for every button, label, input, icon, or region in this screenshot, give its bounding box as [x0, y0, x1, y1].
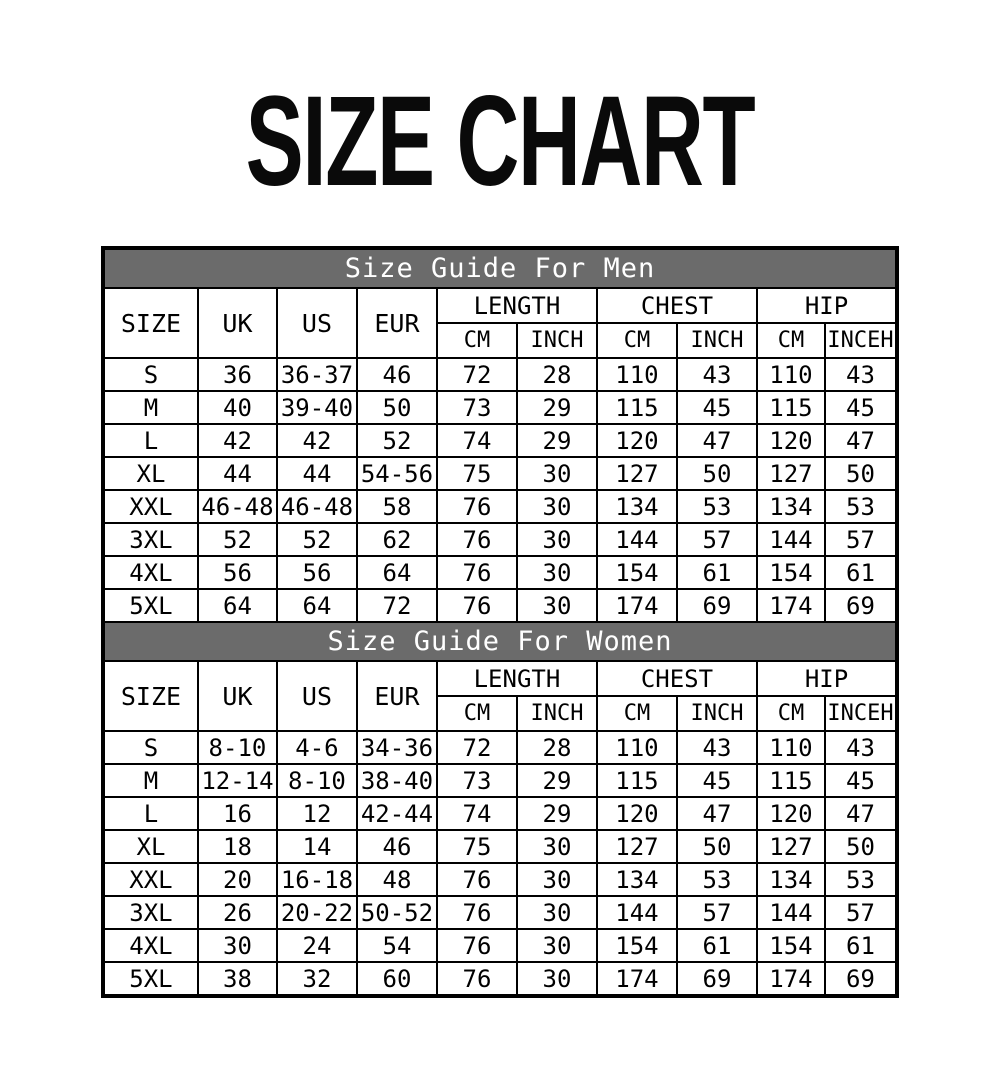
size-label-cell: XXL	[103, 490, 198, 523]
measurement-cell: 154	[597, 929, 677, 962]
measurement-cell: 43	[825, 731, 897, 764]
measurement-cell: 30	[517, 896, 597, 929]
measurement-cell: 20	[198, 863, 277, 896]
size-row	[103, 731, 897, 764]
size-row	[103, 523, 897, 556]
measurement-cell: 14	[277, 830, 357, 863]
measurement-cell: 110	[757, 731, 825, 764]
measurement-cell: 57	[677, 523, 757, 556]
measurement-cell: 61	[677, 556, 757, 589]
measurement-cell: 74	[437, 424, 517, 457]
measurement-cell: 42	[277, 424, 357, 457]
measurement-cell: 54-56	[357, 457, 437, 490]
measurement-cell: 24	[277, 929, 357, 962]
women-col-header-hip: HIP	[757, 661, 897, 696]
size-label-cell: 3XL	[103, 523, 198, 556]
measurement-cell: 50	[357, 391, 437, 424]
measurement-cell: 46	[357, 358, 437, 391]
men-section-header	[103, 248, 897, 358]
size-label-cell: S	[103, 358, 198, 391]
measurement-cell: 30	[517, 863, 597, 896]
measurement-cell: 30	[517, 589, 597, 622]
men-size-rows	[103, 358, 897, 622]
women-col-header-us: US	[277, 661, 357, 731]
measurement-cell: 76	[437, 523, 517, 556]
men-col-header-length: LENGTH	[437, 288, 597, 323]
measurement-cell: 174	[757, 589, 825, 622]
men-subheader-hip-inch: INCEH	[825, 323, 897, 358]
size-row	[103, 962, 897, 996]
size-label-cell: XL	[103, 830, 198, 863]
measurement-cell: 174	[757, 962, 825, 996]
measurement-cell: 120	[757, 424, 825, 457]
measurement-cell: 134	[597, 490, 677, 523]
measurement-cell: 76	[437, 863, 517, 896]
measurement-cell: 43	[677, 358, 757, 391]
measurement-cell: 16	[198, 797, 277, 830]
measurement-cell: 69	[677, 962, 757, 996]
men-subheader-chest-inch: INCH	[677, 323, 757, 358]
women-group-header-row	[103, 661, 897, 696]
measurement-cell: 174	[597, 589, 677, 622]
men-group-header-row	[103, 288, 897, 323]
measurement-cell: 52	[277, 523, 357, 556]
size-label-cell: L	[103, 424, 198, 457]
measurement-cell: 75	[437, 457, 517, 490]
size-row	[103, 457, 897, 490]
measurement-cell: 69	[677, 589, 757, 622]
measurement-cell: 40	[198, 391, 277, 424]
men-subheader-chest-cm: CM	[597, 323, 677, 358]
men-banner-title: Size Guide For Men	[103, 248, 897, 288]
women-size-rows	[103, 731, 897, 996]
women-subheader-length-inch: INCH	[517, 696, 597, 731]
measurement-cell: 134	[757, 863, 825, 896]
measurement-cell: 110	[597, 731, 677, 764]
men-subheader-length-cm: CM	[437, 323, 517, 358]
measurement-cell: 154	[757, 556, 825, 589]
measurement-cell: 44	[277, 457, 357, 490]
size-row	[103, 358, 897, 391]
men-col-header-uk: UK	[198, 288, 277, 358]
measurement-cell: 144	[597, 523, 677, 556]
measurement-cell: 30	[517, 523, 597, 556]
measurement-cell: 115	[597, 764, 677, 797]
measurement-cell: 120	[597, 797, 677, 830]
measurement-cell: 64	[357, 556, 437, 589]
size-label-cell: 5XL	[103, 962, 198, 996]
measurement-cell: 61	[825, 929, 897, 962]
measurement-cell: 76	[437, 556, 517, 589]
measurement-cell: 30	[517, 929, 597, 962]
size-row	[103, 896, 897, 929]
measurement-cell: 26	[198, 896, 277, 929]
women-subheader-chest-cm: CM	[597, 696, 677, 731]
measurement-cell: 30	[198, 929, 277, 962]
measurement-cell: 46-48	[198, 490, 277, 523]
measurement-cell: 134	[757, 490, 825, 523]
size-label-cell: M	[103, 391, 198, 424]
measurement-cell: 8-10	[277, 764, 357, 797]
size-row	[103, 589, 897, 622]
measurement-cell: 39-40	[277, 391, 357, 424]
size-label-cell: M	[103, 764, 198, 797]
measurement-cell: 144	[757, 523, 825, 556]
measurement-cell: 29	[517, 424, 597, 457]
measurement-cell: 76	[437, 962, 517, 996]
measurement-cell: 28	[517, 358, 597, 391]
measurement-cell: 120	[597, 424, 677, 457]
measurement-cell: 110	[597, 358, 677, 391]
measurement-cell: 4-6	[277, 731, 357, 764]
measurement-cell: 18	[198, 830, 277, 863]
measurement-cell: 30	[517, 556, 597, 589]
measurement-cell: 127	[597, 457, 677, 490]
measurement-cell: 20-22	[277, 896, 357, 929]
measurement-cell: 42-44	[357, 797, 437, 830]
measurement-cell: 12	[277, 797, 357, 830]
measurement-cell: 56	[198, 556, 277, 589]
measurement-cell: 45	[677, 391, 757, 424]
size-row	[103, 556, 897, 589]
measurement-cell: 47	[825, 797, 897, 830]
measurement-cell: 115	[757, 764, 825, 797]
measurement-cell: 50	[677, 830, 757, 863]
measurement-cell: 53	[825, 863, 897, 896]
measurement-cell: 72	[437, 358, 517, 391]
size-label-cell: 4XL	[103, 556, 198, 589]
measurement-cell: 75	[437, 830, 517, 863]
size-row	[103, 764, 897, 797]
measurement-cell: 134	[597, 863, 677, 896]
measurement-cell: 30	[517, 830, 597, 863]
measurement-cell: 43	[677, 731, 757, 764]
size-row	[103, 929, 897, 962]
measurement-cell: 48	[357, 863, 437, 896]
measurement-cell: 127	[597, 830, 677, 863]
measurement-cell: 36-37	[277, 358, 357, 391]
size-row	[103, 490, 897, 523]
measurement-cell: 73	[437, 391, 517, 424]
measurement-cell: 115	[597, 391, 677, 424]
measurement-cell: 144	[757, 896, 825, 929]
measurement-cell: 53	[677, 490, 757, 523]
measurement-cell: 64	[277, 589, 357, 622]
measurement-cell: 76	[437, 589, 517, 622]
measurement-cell: 43	[825, 358, 897, 391]
women-subheader-length-cm: CM	[437, 696, 517, 731]
women-banner-title: Size Guide For Women	[103, 622, 897, 661]
men-col-header-chest: CHEST	[597, 288, 757, 323]
measurement-cell: 110	[757, 358, 825, 391]
measurement-cell: 60	[357, 962, 437, 996]
women-banner-row	[103, 622, 897, 661]
measurement-cell: 47	[677, 797, 757, 830]
measurement-cell: 57	[825, 523, 897, 556]
women-col-header-length: LENGTH	[437, 661, 597, 696]
measurement-cell: 8-10	[198, 731, 277, 764]
size-label-cell: XXL	[103, 863, 198, 896]
size-row	[103, 863, 897, 896]
men-col-header-size: SIZE	[103, 288, 198, 358]
size-label-cell: 3XL	[103, 896, 198, 929]
measurement-cell: 30	[517, 457, 597, 490]
measurement-cell: 47	[677, 424, 757, 457]
measurement-cell: 127	[757, 457, 825, 490]
measurement-cell: 74	[437, 797, 517, 830]
measurement-cell: 127	[757, 830, 825, 863]
measurement-cell: 36	[198, 358, 277, 391]
women-col-header-eur: EUR	[357, 661, 437, 731]
measurement-cell: 32	[277, 962, 357, 996]
measurement-cell: 76	[437, 929, 517, 962]
women-col-header-size: SIZE	[103, 661, 198, 731]
measurement-cell: 47	[825, 424, 897, 457]
measurement-cell: 12-14	[198, 764, 277, 797]
measurement-cell: 29	[517, 764, 597, 797]
measurement-cell: 76	[437, 490, 517, 523]
measurement-cell: 28	[517, 731, 597, 764]
measurement-cell: 45	[677, 764, 757, 797]
measurement-cell: 69	[825, 589, 897, 622]
measurement-cell: 57	[825, 896, 897, 929]
title-area	[0, 70, 1000, 213]
measurement-cell: 29	[517, 391, 597, 424]
measurement-cell: 73	[437, 764, 517, 797]
size-chart-table	[101, 246, 899, 998]
measurement-cell: 38	[198, 962, 277, 996]
measurement-cell: 144	[597, 896, 677, 929]
measurement-cell: 50	[825, 457, 897, 490]
measurement-cell: 64	[198, 589, 277, 622]
women-col-header-chest: CHEST	[597, 661, 757, 696]
measurement-cell: 42	[198, 424, 277, 457]
measurement-cell: 58	[357, 490, 437, 523]
size-row	[103, 424, 897, 457]
measurement-cell: 50-52	[357, 896, 437, 929]
men-col-header-hip: HIP	[757, 288, 897, 323]
size-row	[103, 391, 897, 424]
measurement-cell: 45	[825, 391, 897, 424]
men-subheader-hip-cm: CM	[757, 323, 825, 358]
measurement-cell: 61	[825, 556, 897, 589]
measurement-cell: 30	[517, 962, 597, 996]
measurement-cell: 29	[517, 797, 597, 830]
measurement-cell: 62	[357, 523, 437, 556]
measurement-cell: 50	[825, 830, 897, 863]
men-banner-row	[103, 248, 897, 288]
page-title: SIZE CHART	[245, 70, 755, 213]
size-label-cell: S	[103, 731, 198, 764]
measurement-cell: 45	[825, 764, 897, 797]
men-subheader-length-inch: INCH	[517, 323, 597, 358]
measurement-cell: 44	[198, 457, 277, 490]
measurement-cell: 72	[357, 589, 437, 622]
women-col-header-uk: UK	[198, 661, 277, 731]
women-subheader-hip-cm: CM	[757, 696, 825, 731]
measurement-cell: 16-18	[277, 863, 357, 896]
men-col-header-eur: EUR	[357, 288, 437, 358]
size-label-cell: 4XL	[103, 929, 198, 962]
measurement-cell: 57	[677, 896, 757, 929]
size-label-cell: XL	[103, 457, 198, 490]
measurement-cell: 76	[437, 896, 517, 929]
size-row	[103, 830, 897, 863]
men-col-header-us: US	[277, 288, 357, 358]
women-subheader-hip-inch: INCEH	[825, 696, 897, 731]
measurement-cell: 154	[757, 929, 825, 962]
women-subheader-chest-inch: INCH	[677, 696, 757, 731]
measurement-cell: 54	[357, 929, 437, 962]
measurement-cell: 30	[517, 490, 597, 523]
size-row	[103, 797, 897, 830]
measurement-cell: 46-48	[277, 490, 357, 523]
size-label-cell: 5XL	[103, 589, 198, 622]
measurement-cell: 53	[677, 863, 757, 896]
measurement-cell: 56	[277, 556, 357, 589]
measurement-cell: 69	[825, 962, 897, 996]
measurement-cell: 53	[825, 490, 897, 523]
measurement-cell: 52	[357, 424, 437, 457]
measurement-cell: 34-36	[357, 731, 437, 764]
size-label-cell: L	[103, 797, 198, 830]
measurement-cell: 46	[357, 830, 437, 863]
measurement-cell: 52	[198, 523, 277, 556]
measurement-cell: 61	[677, 929, 757, 962]
women-section-header	[103, 622, 897, 731]
measurement-cell: 115	[757, 391, 825, 424]
measurement-cell: 120	[757, 797, 825, 830]
measurement-cell: 50	[677, 457, 757, 490]
measurement-cell: 38-40	[357, 764, 437, 797]
measurement-cell: 154	[597, 556, 677, 589]
measurement-cell: 174	[597, 962, 677, 996]
measurement-cell: 72	[437, 731, 517, 764]
